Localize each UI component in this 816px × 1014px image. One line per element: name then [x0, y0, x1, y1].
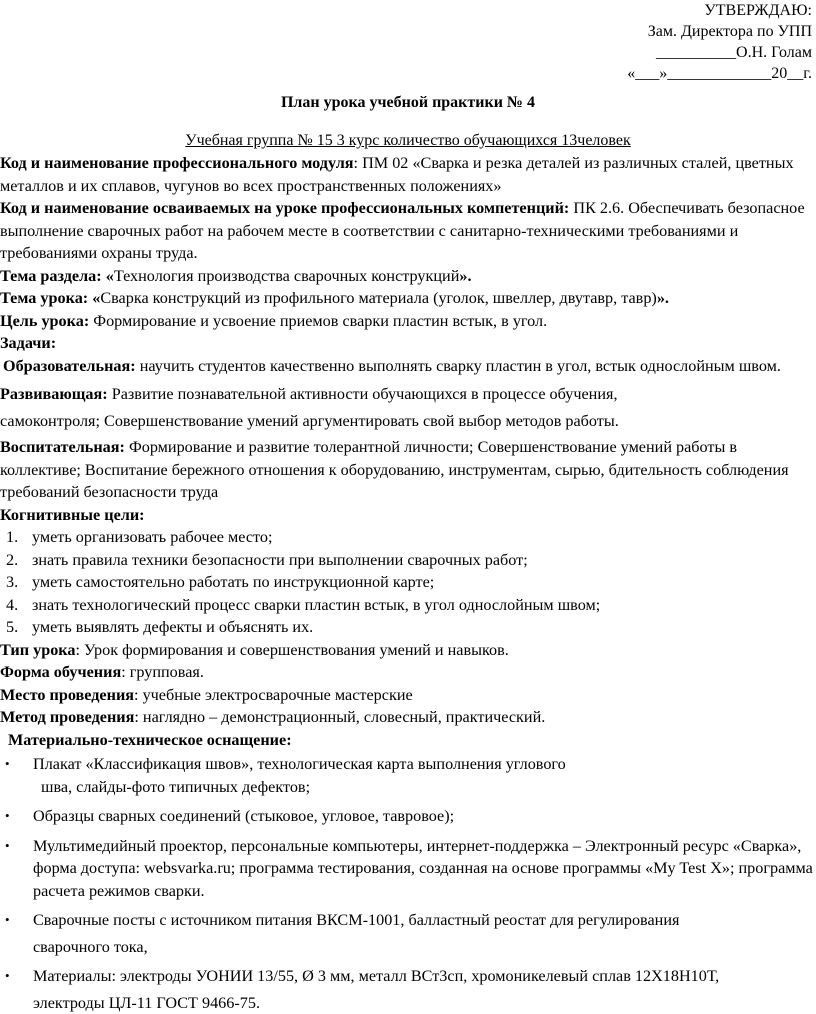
form-label: Форма обучения: [0, 663, 121, 681]
list-text: уметь организовать рабочее место;: [32, 528, 272, 546]
list-number: 5.: [6, 616, 18, 639]
educational-label: Образовательная:: [3, 357, 136, 375]
goal-text: Формирование и усвоение приемов сварки пластин встык, в угол.: [89, 312, 547, 330]
competence-text: ПК 2.6. Обеспечивать безопасное выполнение сварочных работ на рабочем месте в соответствии с санитарно-техническими требованиями и требованиями охраны труда.: [0, 199, 805, 262]
developing-text-1: Развитие познавательной активности обучающихся в процессе обучения,: [108, 385, 618, 403]
section-theme-end: ».: [459, 267, 471, 285]
goal-paragraph: [0, 310, 816, 333]
document-title: План урока учебной практики № 4: [0, 94, 816, 112]
document-body: [0, 152, 816, 1014]
list-item: [0, 965, 816, 1014]
list-item: [0, 549, 816, 572]
list-text: Материалы: электроды УОНИИ 13/55, Ø 3 мм, металл ВСт3сп, хромоникелевый сплав 12Х18Н10Т,: [33, 965, 816, 988]
method-paragraph: [0, 706, 816, 729]
lesson-type-label: Тип урока: [0, 641, 75, 659]
list-text: уметь выявлять дефекты и объяснять их.: [32, 618, 313, 636]
lesson-theme-label: Тема урока: «: [0, 289, 100, 307]
list-text: Мультимедийный проектор, персональные компьютеры, интернет-поддержка – Электронный ресурс «Сварка», форма доступа: websvarka.ru; программа тестирования, созданная на основе программы «My Test X»; программа расчета режимов сварки.: [33, 835, 816, 903]
place-paragraph: [0, 684, 816, 707]
upbringing-paragraph: [0, 436, 816, 504]
list-item: [0, 594, 816, 617]
method-label: Метод проведения: [0, 708, 134, 726]
list-number: 4.: [6, 594, 18, 617]
module-label: Код и наименование профессионального модуля: [0, 154, 354, 172]
bullet-icon: •: [5, 835, 10, 858]
list-text: Образцы сварных соединений (стыковое, угловое, тавровое);: [33, 805, 816, 828]
competence-paragraph: [0, 197, 816, 265]
approval-position: Зам. Директора по УПП: [627, 21, 812, 42]
method-text: : наглядно – демонстрационный, словесный, практический.: [134, 708, 545, 726]
list-item: [0, 616, 816, 639]
bullet-icon: •: [5, 909, 10, 932]
lesson-theme-text: Сварка конструкций из профильного материала (уголок, швеллер, двутавр, тавр): [100, 289, 656, 307]
educational-text: научить студентов качественно выполнять сварку пластин в угол, встык однослойным швом.: [136, 357, 781, 375]
tasks-heading: Задачи:: [0, 332, 816, 355]
section-theme-label: Тема раздела: «: [0, 267, 114, 285]
bullet-icon: •: [5, 805, 10, 828]
cognitive-list: [0, 526, 816, 639]
list-text: знать технологический процесс сварки пластин встык, в угол однослойным швом;: [32, 596, 600, 614]
bullet-icon: •: [5, 965, 10, 988]
list-text-cont: электроды ЦЛ-11 ГОСТ 9466-75.: [33, 992, 816, 1014]
lesson-theme-end: ».: [657, 289, 669, 307]
list-number: 3.: [6, 571, 18, 594]
list-text: знать правила техники безопасности при выполнении сварочных работ;: [32, 551, 528, 569]
list-number: 2.: [6, 549, 18, 572]
competence-label: Код и наименование осваиваемых на уроке профессиональных компетенций:: [0, 199, 569, 217]
list-item: [0, 753, 816, 798]
list-item: [0, 571, 816, 594]
section-theme-paragraph: [0, 265, 816, 288]
lesson-type-paragraph: [0, 639, 816, 662]
approval-heading: УТВЕРЖДАЮ:: [627, 0, 812, 21]
goal-label: Цель урока:: [0, 312, 89, 330]
list-number: 1.: [6, 526, 18, 549]
educational-paragraph: [0, 355, 816, 378]
upbringing-label: Воспитательная:: [0, 438, 125, 456]
lesson-type-text: : Урок формирования и совершенствования умений и навыков.: [75, 641, 508, 659]
place-text: : учебные электросварочные мастерские: [134, 686, 413, 704]
list-text-cont: сварочного тока,: [33, 936, 816, 959]
module-paragraph: [0, 152, 816, 197]
developing-label: Развивающая:: [0, 385, 108, 403]
list-text: Сварочные посты с источником питания ВКСМ-1001, балластный реостат для регулирования: [33, 909, 816, 932]
list-text: Плакат «Классификация швов», технологическая карта выполнения углового: [33, 753, 816, 776]
equipment-heading: Материально-техническое оснащение:: [0, 729, 816, 752]
upbringing-text: Формирование и развитие толерантной личности; Совершенствование умений работы в коллективе; Воспитание бережного отношения к оборудованию, инструментам, сырью, бдительность соблюдения требований безопасности труда: [0, 438, 789, 501]
list-item: [0, 526, 816, 549]
list-text: уметь самостоятельно работать по инструкционной карте;: [32, 573, 434, 591]
list-text-cont: шва, слайды-фото типичных дефектов;: [33, 776, 816, 799]
place-label: Место проведения: [0, 686, 134, 704]
bullet-icon: •: [5, 753, 10, 776]
approval-date: «___»_____________20__г.: [627, 63, 812, 84]
form-text: : групповая.: [121, 663, 204, 681]
approval-block: [627, 0, 812, 84]
module-text: : ПМ 02 «Сварка и резка деталей из различных сталей, цветных металлов и их сплавов, чугунов во всех пространственных положениях»: [0, 154, 794, 195]
group-line: Учебная группа № 15 3 курс количество обучающихся 13человек: [0, 132, 816, 150]
developing-paragraph: [0, 383, 816, 406]
list-item: [0, 909, 816, 958]
list-item: [0, 835, 816, 903]
section-theme-text: Технология производства сварочных конструкций: [114, 267, 460, 285]
equipment-list: [0, 753, 816, 1014]
developing-paragraph-cont: самоконтроля; Совершенствование умений аргументировать свой выбор методов работы.: [0, 410, 816, 433]
cognitive-heading: Когнитивные цели:: [0, 504, 816, 527]
lesson-theme-paragraph: [0, 287, 816, 310]
approval-signature: __________О.Н. Голам: [627, 42, 812, 63]
form-paragraph: [0, 661, 816, 684]
list-item: [0, 805, 816, 828]
